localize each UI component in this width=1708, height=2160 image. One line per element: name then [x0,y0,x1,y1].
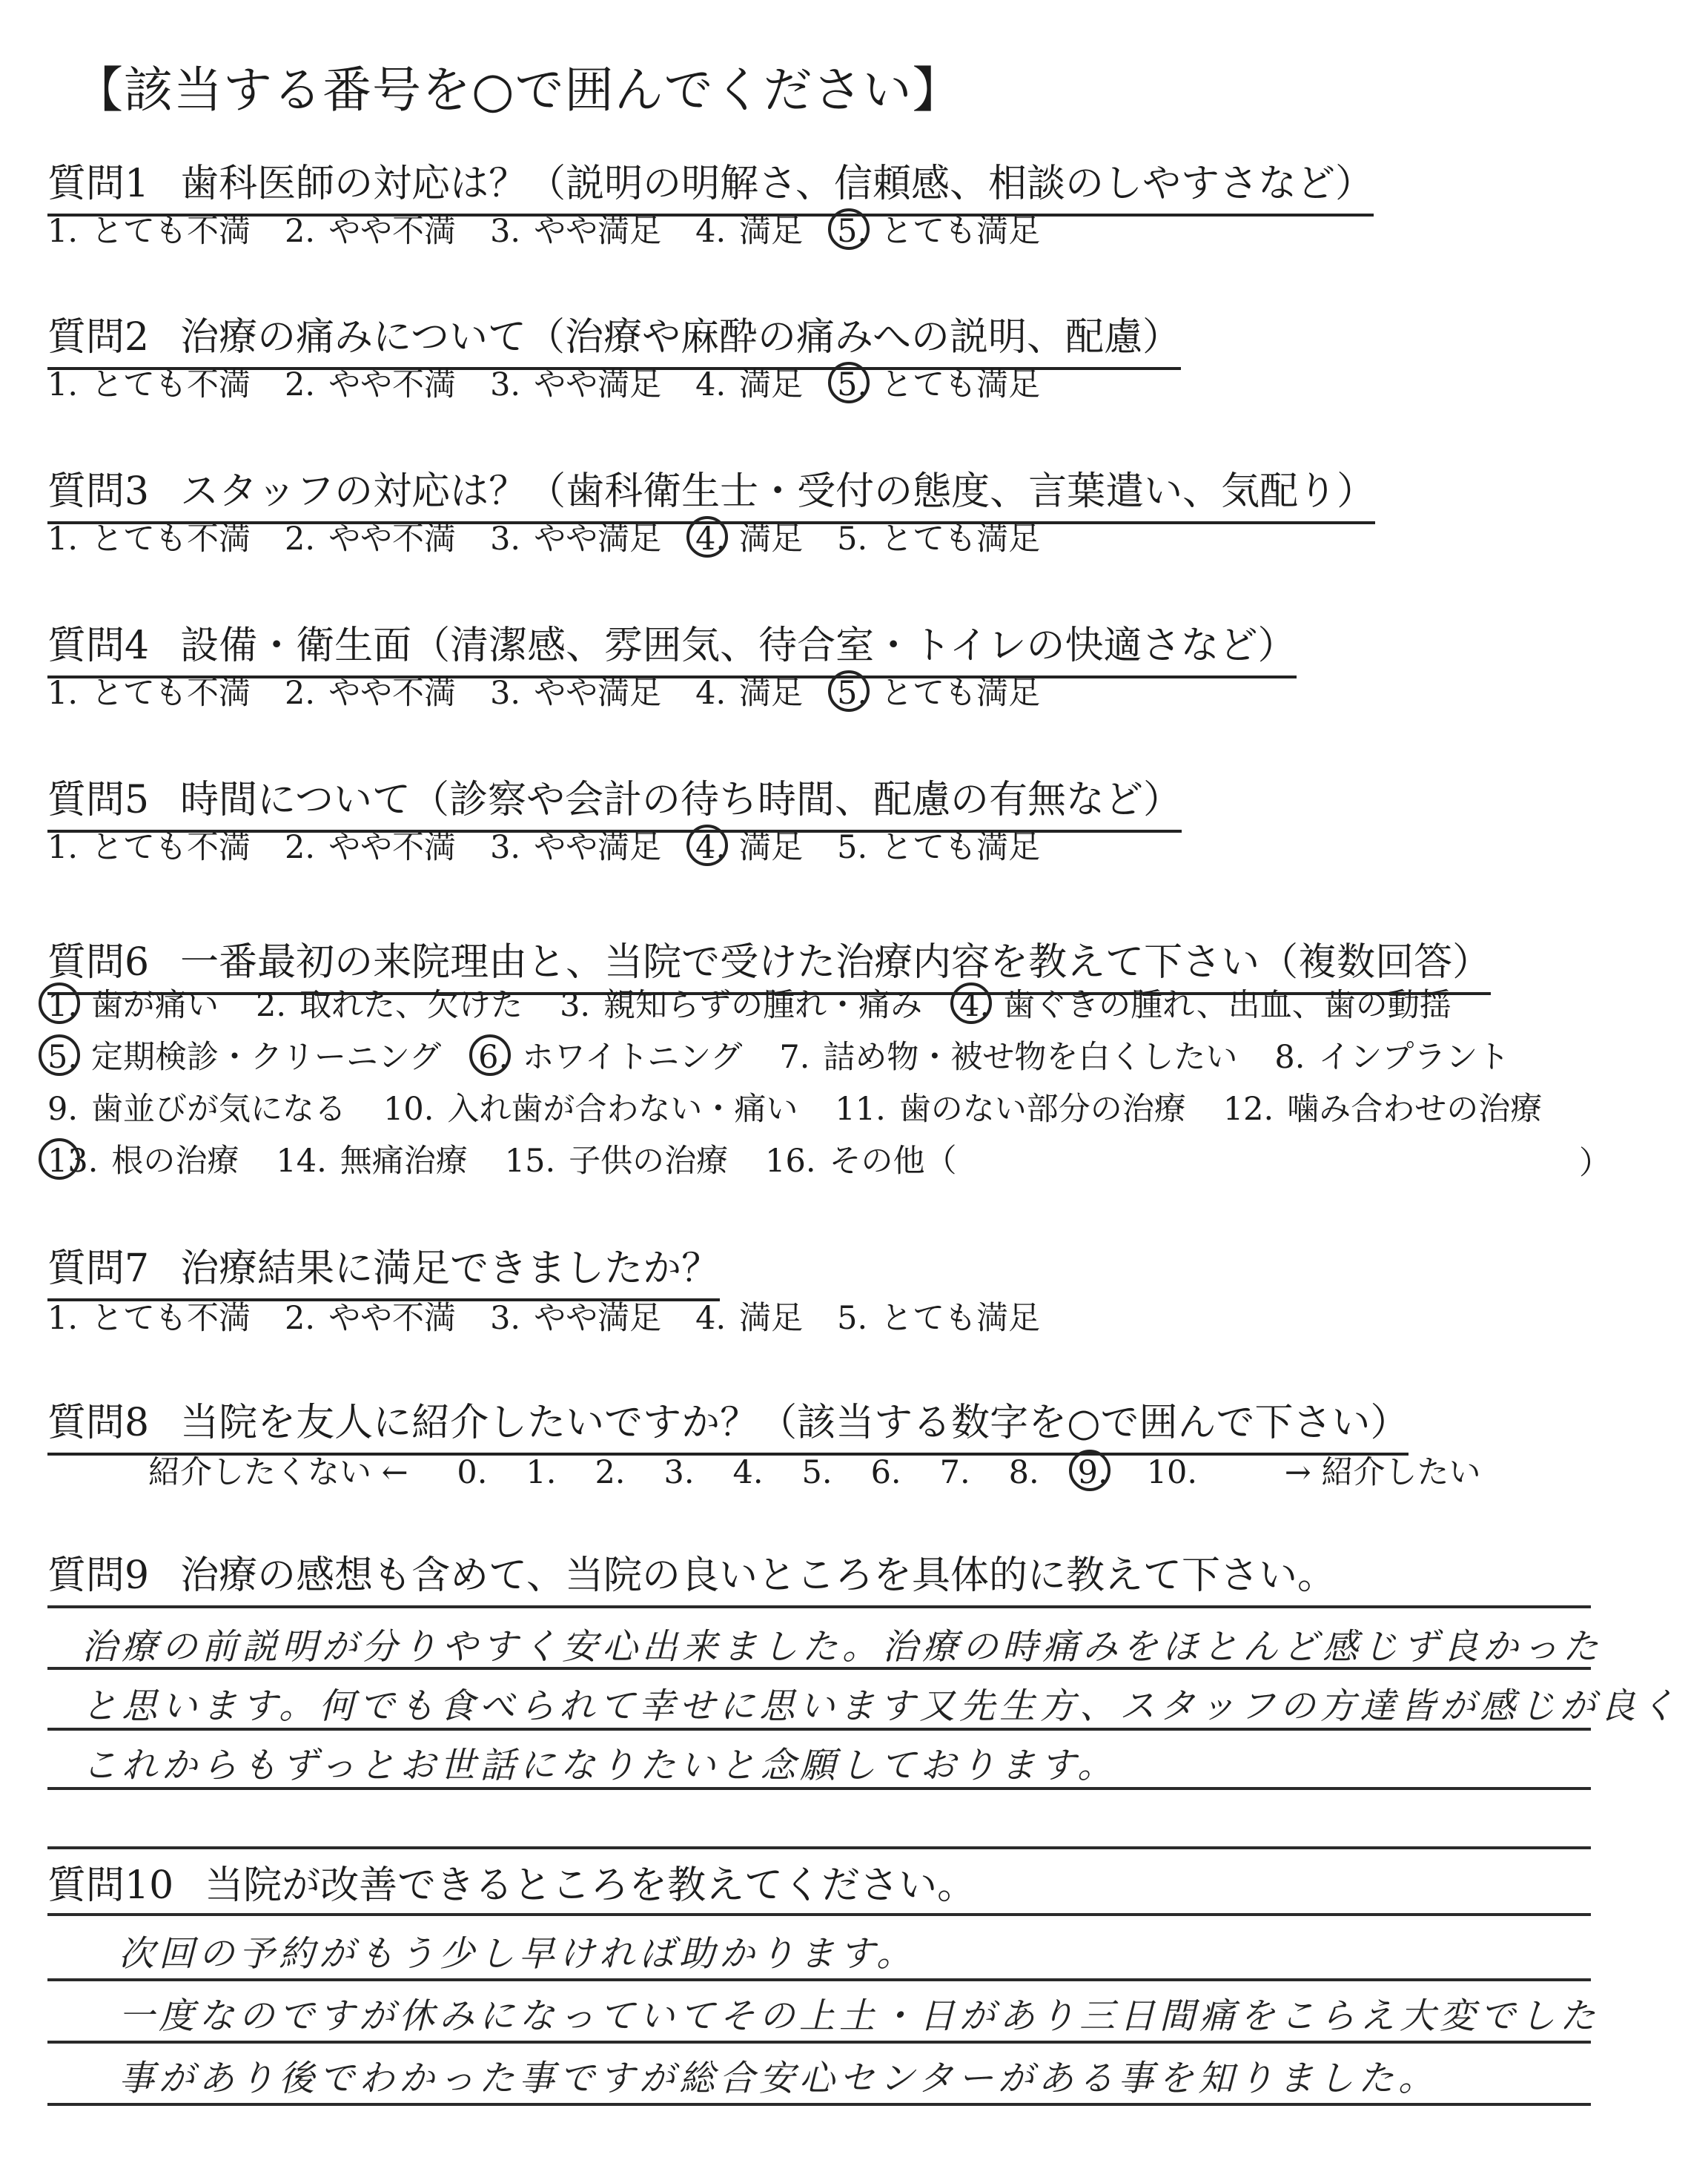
scale-value[interactable]: 6. [870,1454,901,1491]
option-number: 4. [695,1300,726,1337]
scale-option[interactable] [285,1293,456,1338]
option-label: 定期検診・クリーニング [91,1039,442,1076]
scale-option[interactable] [490,514,661,559]
option-row [47,980,1579,1032]
option-label: 無痛治療 [340,1143,468,1180]
option-label: とても不満 [91,1300,251,1337]
option-number: 4. [695,213,726,250]
option-number: 12. [1222,1091,1274,1128]
option-label: やや不満 [328,1300,457,1337]
answer-line [47,1978,1591,1981]
scale-option[interactable] [490,360,661,405]
handwritten-answer-line: 事があり後でわかった事ですが総合安心センターがある事を知りました。 [119,2058,1439,2099]
handwritten-answer-line: これからもずっとお世話になりたいと念願しております。 [82,1745,1118,1786]
option-number: 7. [779,1039,810,1076]
question-text: 当院が改善できるところを教えてください。 [205,1863,976,1908]
option-number: 3. [490,366,521,403]
option-number: 2. [285,1300,316,1337]
option-label: とても不満 [91,521,251,558]
question-label: 質問4 [47,624,150,668]
option-label: とても満足 [881,521,1041,558]
question-label: 質問7 [47,1246,150,1291]
scale-option[interactable] [47,514,251,559]
recommend-scale [148,1447,1519,1493]
option-number: 15. [504,1143,556,1180]
scale-option[interactable] [695,822,803,868]
scale-option[interactable] [695,668,803,713]
question-label: 質問5 [47,778,150,822]
scale-option[interactable] [47,206,251,251]
treatment-option[interactable] [835,1084,1185,1129]
option-label: とても満足 [881,675,1041,712]
option-row [47,1136,1579,1188]
scale-option[interactable] [837,668,1040,713]
scale-option[interactable] [490,822,661,868]
question-label: 質問9 [47,1553,150,1598]
scale-value[interactable]: 2. [595,1454,626,1491]
option-label: やや不満 [328,829,457,866]
option-label: とても満足 [881,366,1041,403]
option-label: やや不満 [328,213,457,250]
option-number: 2. [285,213,316,250]
option-label: 取れた、欠けた [299,987,523,1024]
scale-option[interactable] [47,1293,251,1338]
option-number: 2. [285,829,316,866]
scale-option[interactable] [695,206,803,251]
option-label: 噛み合わせの治療 [1287,1091,1543,1128]
question-text: 一番最初の来院理由と、当院で受けた治療内容を教えて下さい（複数回答） [180,940,1492,985]
question-text: 治療の感想も含めて、当院の良いところを具体的に教えて下さい。 [180,1553,1337,1598]
treatment-option[interactable] [505,1136,728,1181]
option-label: 子供の治療 [569,1143,729,1180]
treatment-option[interactable] [959,980,1452,1025]
scale-option[interactable] [695,1293,803,1338]
scale-option[interactable] [47,360,251,405]
scale-option[interactable] [285,206,456,251]
scale-option[interactable] [47,668,251,713]
scale-option[interactable] [285,514,456,559]
question-9-heading [47,1544,1336,1605]
scale-option[interactable] [837,514,1040,559]
question-text: 設備・衛生面（清潔感、雰囲気、待合室・トイレの快適さなど） [180,624,1297,668]
option-label: 満足 [739,366,804,403]
option-row [47,1084,1579,1136]
scale-left-label: 紹介したくない ← [148,1454,408,1491]
option-label: とても不満 [91,675,251,712]
option-number: 5. [47,1039,79,1076]
answer-line [47,2103,1591,2106]
treatment-option[interactable] [47,1084,346,1129]
option-number: 2. [285,366,316,403]
option-number: 6. [478,1039,509,1076]
close-paren: ） [1579,1145,1611,1182]
option-number: 3. [490,521,521,558]
question-label: 質問6 [47,940,150,985]
question-label: 質問1 [47,162,150,206]
scale-value[interactable]: 3. [663,1454,695,1491]
scale-value[interactable]: 0. [457,1454,488,1491]
treatment-option[interactable] [47,980,219,1025]
option-label: とても不満 [91,829,251,866]
option-number: 14. [276,1143,327,1180]
option-number: 4. [695,521,726,558]
question-2-options [47,360,1074,405]
option-label: 歯ぐきの腫れ、出血、歯の動揺 [1003,987,1452,1024]
option-number: 1. [47,987,79,1024]
option-label: とても満足 [881,213,1041,250]
option-number: 3. [490,1300,521,1337]
option-number: 4. [695,829,726,866]
option-number: 4. [695,675,726,712]
option-label: 満足 [739,213,804,250]
option-label: とても満足 [881,1300,1041,1337]
treatment-option[interactable] [47,1032,441,1077]
question-label: 質問2 [47,315,150,360]
option-number: 5. [837,366,868,403]
option-number: 3. [490,213,521,250]
option-label: とても満足 [881,829,1041,866]
option-number: 10. [383,1091,434,1128]
scale-value[interactable]: 5. [801,1454,833,1491]
handwritten-answer-line: と思います。何でも食べられて幸せに思います又先生方、スタッフの方達皆が感じが良く [82,1685,1681,1727]
question-text: 治療の痛みについて（治療や麻酔の痛みへの説明、配慮） [180,315,1182,360]
question-7-heading [47,1237,720,1301]
option-label: 親知らずの腫れ・痛み [603,987,923,1024]
scale-value[interactable]: 8. [1008,1454,1039,1491]
option-label: 満足 [739,521,804,558]
scale-value[interactable]: 1. [526,1454,557,1491]
question-1-options [47,206,1074,251]
option-number: 5. [837,521,868,558]
answer-line [47,1605,1591,1608]
option-label: やや満足 [534,829,662,866]
treatment-option[interactable] [256,980,523,1025]
question-text: 当院を友人に紹介したいですか？（該当する数字を○で囲んで下さい） [180,1401,1409,1445]
option-number: 1. [47,213,79,250]
question-text: 治療結果に満足できましたか？ [180,1246,721,1291]
option-label: 根の治療 [111,1143,239,1180]
treatment-option[interactable] [478,1032,742,1077]
option-number: 1. [47,1300,79,1337]
option-label: 入れ歯が合わない・痛い [447,1091,798,1128]
option-label: 詰め物・被せ物を白くしたい [823,1039,1238,1076]
answer-line [47,1913,1591,1916]
scale-option[interactable] [47,822,251,868]
scale-option[interactable] [285,668,456,713]
option-label: インプラント [1318,1039,1510,1076]
scale-option[interactable] [695,360,803,405]
option-label: やや不満 [328,366,457,403]
scale-option[interactable] [285,822,456,868]
question-label: 質問3 [47,469,150,514]
option-number: 16. [765,1143,816,1180]
option-number: 1. [47,675,79,712]
scale-option[interactable] [837,360,1040,405]
option-label: その他（ [829,1143,957,1180]
question-6-options [47,980,1579,1188]
treatment-option[interactable] [383,1084,798,1129]
question-8-heading [47,1391,1409,1456]
option-label: 満足 [739,675,804,712]
scale-option[interactable] [837,822,1040,868]
treatment-option[interactable] [779,1032,1237,1077]
page-title: 【該当する番号を○で囲んでください】 [74,62,962,119]
question-5-options [47,822,1074,868]
option-label: 満足 [739,829,804,866]
question-text: 歯科医師の対応は？（説明の明解さ、信頼感、相談のしやすさなど） [180,162,1374,206]
answer-line [47,2041,1591,2044]
option-number: 5. [837,829,868,866]
option-number: 3. [490,675,521,712]
option-label: やや満足 [534,213,662,250]
option-label: ホワイトニング [522,1039,743,1076]
option-number: 13. [47,1143,99,1180]
option-number: 2. [285,675,316,712]
question-4-options [47,668,1074,713]
treatment-option[interactable] [1274,1032,1509,1077]
option-label: やや満足 [534,675,662,712]
option-label: 満足 [739,1300,804,1337]
option-number: 1. [47,366,79,403]
option-label: とても不満 [91,366,251,403]
question-text: 時間について（診察や会計の待ち時間、配慮の有無など） [180,778,1182,822]
option-number: 4. [959,987,990,1024]
option-number: 1. [47,829,79,866]
option-number: 5. [837,675,868,712]
option-label: 歯が痛い [91,987,219,1024]
scale-option[interactable] [837,1293,1040,1338]
treatment-option[interactable] [47,1136,239,1181]
scale-option[interactable] [695,514,803,559]
answer-line [47,1846,1591,1849]
scale-option[interactable] [490,1293,661,1338]
option-number: 5. [837,213,868,250]
option-number: 4. [695,366,726,403]
option-label: やや不満 [328,675,457,712]
option-label: とても不満 [91,213,251,250]
treatment-option[interactable] [276,1136,467,1181]
scale-right-label: → 紹介したい [1284,1454,1481,1491]
option-label: やや満足 [534,1300,662,1337]
treatment-option[interactable] [1223,1084,1542,1129]
scale-option[interactable] [837,206,1040,251]
option-number: 8. [1274,1039,1305,1076]
treatment-option[interactable] [765,1136,956,1181]
scale-option[interactable] [490,206,661,251]
scale-value[interactable]: 4. [732,1454,764,1491]
option-number: 1. [47,521,79,558]
option-number: 2. [285,521,316,558]
option-number: 9. [47,1091,79,1128]
handwritten-answer-line: 一度なのですが休みになっていてその上土・日があり三日間痛をこらえ大変でした [119,1995,1601,2037]
option-number: 2. [256,987,287,1024]
option-number: 11. [835,1091,886,1128]
handwritten-answer-line: 次回の予約がもう少し早ければ助かります。 [119,1933,917,1975]
option-label: やや不満 [328,521,457,558]
option-label: やや満足 [534,366,662,403]
question-7-options [47,1293,1074,1338]
option-number: 3. [490,829,521,866]
question-label: 質問8 [47,1401,150,1445]
question-label: 質問10 [47,1863,174,1908]
question-text: スタッフの対応は？（歯科衛生士・受付の態度、言葉遣い、気配り） [180,469,1376,514]
scale-value[interactable]: 9. [1077,1454,1108,1491]
question-10-heading [47,1854,976,1915]
option-number: 5. [837,1300,868,1337]
scale-option[interactable] [490,668,661,713]
question-3-options [47,514,1074,559]
option-row [47,1032,1579,1084]
option-number: 3. [560,987,591,1024]
option-label: 歯のない部分の治療 [898,1091,1186,1128]
scale-value[interactable]: 7. [939,1454,970,1491]
option-label: やや満足 [534,521,662,558]
scale-option[interactable] [285,360,456,405]
treatment-option[interactable] [560,980,922,1025]
option-label: 歯並びが気になる [91,1091,347,1128]
handwritten-answer-line: 治療の前説明が分りやすく安心出来ました。治療の時痛みをほとんど感じず良かった [82,1626,1603,1668]
scale-value[interactable]: 10. [1146,1454,1198,1491]
